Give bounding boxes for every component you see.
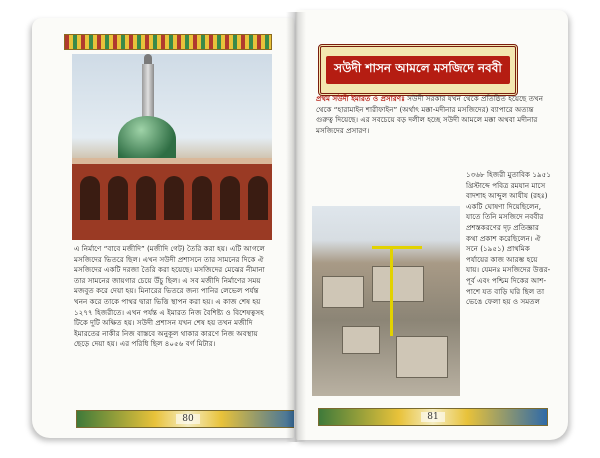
site-block <box>396 336 448 378</box>
site-block <box>322 276 364 308</box>
right-footer-bar <box>318 408 548 426</box>
left-page <box>32 18 294 438</box>
construction-site-photo <box>312 206 460 396</box>
site-block <box>342 326 380 354</box>
floral-border-icon <box>64 34 272 50</box>
chapter-title-frame <box>318 44 518 96</box>
arch <box>192 176 212 220</box>
left-paragraph: এ নির্মাণে “বাবে মজীদি” (মজীদি গেট) তৈরি করা হয়। এটি আগলে মসজিদের ভিতরে ছিল। এখন সউদী প্রশাসনে তার সামনের দিকে ঐ মসজিদের একটি দরজা তৈরি করা হয়েছে। মসজিদের মেঝের নীমানা তার সামনের জায়গার চেয়ে উঁচু ছিল। এ সব মজীদি নির্মাণের সময় মজবুত করে দেয়া হয়। মিনারের ভিতরে জন্য পানির লেভেল পর্যন্ত খনন করে তাকে পাথর দ্বারা ভিত্তি স্থাপন করা হয়। এ কাজ শেষ হয় ১২৭৭ হিজরীতে। এখন পর্যন্ত এ ইমারত নিজ বৈশিষ্ট্য ও বিশেষত্বসহ টিকে দুটি অক্ষিত হয়। সউদী প্রশাসন যখন শেষ হয় তখন মজীদি ইমারতের নাকীর নিজ বাস্তবে অনুকূল থাকার কারণে নিজ অবস্থায় ছেড়ে দেয়া হয়। এর পরিধি ছিল ৪০৫৬ বর্গ মিটার। <box>74 244 265 349</box>
book-gutter <box>286 12 306 442</box>
mosque-photo <box>72 54 272 240</box>
crane-mast <box>390 246 393 336</box>
intro-text: সউদী সরকার যখন থেকে প্রতিষ্ঠিত হয়েছে তখন থেকে “হারামাইন শারীফাইন” (অর্থাৎ মক্কা-মদীনার মসজিদের) ব্যাপারে অত্যন্ত গুরুত্ব দিয়েছে। এর সবচেয়ে বড় দলীল হচ্ছে সউদী আমলে মক্কা অথবা মদীনার মসজিদের প্রসারণ। <box>316 94 544 135</box>
right-column-text: ১৩৬৮ হিজরী মুতাবিক ১৯৫১ খ্রিস্টাব্দে পবিত্র রমযান মাসে বাদশাহ আব্দুল আযীয (রহঃ) একটি ঘোষণা দিয়েছিলেন, যাতে তিনি মসজিদে নববীর প্রশস্তকরণের দৃঢ় প্রতিজ্ঞার কথা প্রকাশ করেছিলেন। ঐ সনে (১৯৫১) প্রাথমিক পর্যায়ের কাজ আরম্ভ হয়ে যায়। যেমনঃ মসজিদের উত্তর-পূর্ব এবং পশ্চিম দিকের আশ-পাশে যত বাড়ি ঘরি ছিল তা ভেঙে ফেলা হয় ও সমতল <box>466 170 552 307</box>
right-page <box>296 10 568 440</box>
page-number-left: 80 <box>176 414 199 424</box>
left-footer-bar <box>76 410 294 428</box>
arch <box>136 176 156 220</box>
chapter-title: সউদী শাসন আমলে মসজিদে নববী <box>326 56 510 84</box>
site-block <box>372 266 424 302</box>
arch <box>80 176 100 220</box>
intro-lead: প্রথম সউদী ইমারত ও প্রসারণঃ <box>316 94 405 103</box>
arch <box>164 176 184 220</box>
arch <box>248 176 268 220</box>
page-number-right: 81 <box>421 412 444 422</box>
crane-jib <box>372 246 422 249</box>
intro-paragraph <box>316 94 546 136</box>
arch <box>108 176 128 220</box>
arch <box>220 176 240 220</box>
green-dome <box>118 116 176 162</box>
